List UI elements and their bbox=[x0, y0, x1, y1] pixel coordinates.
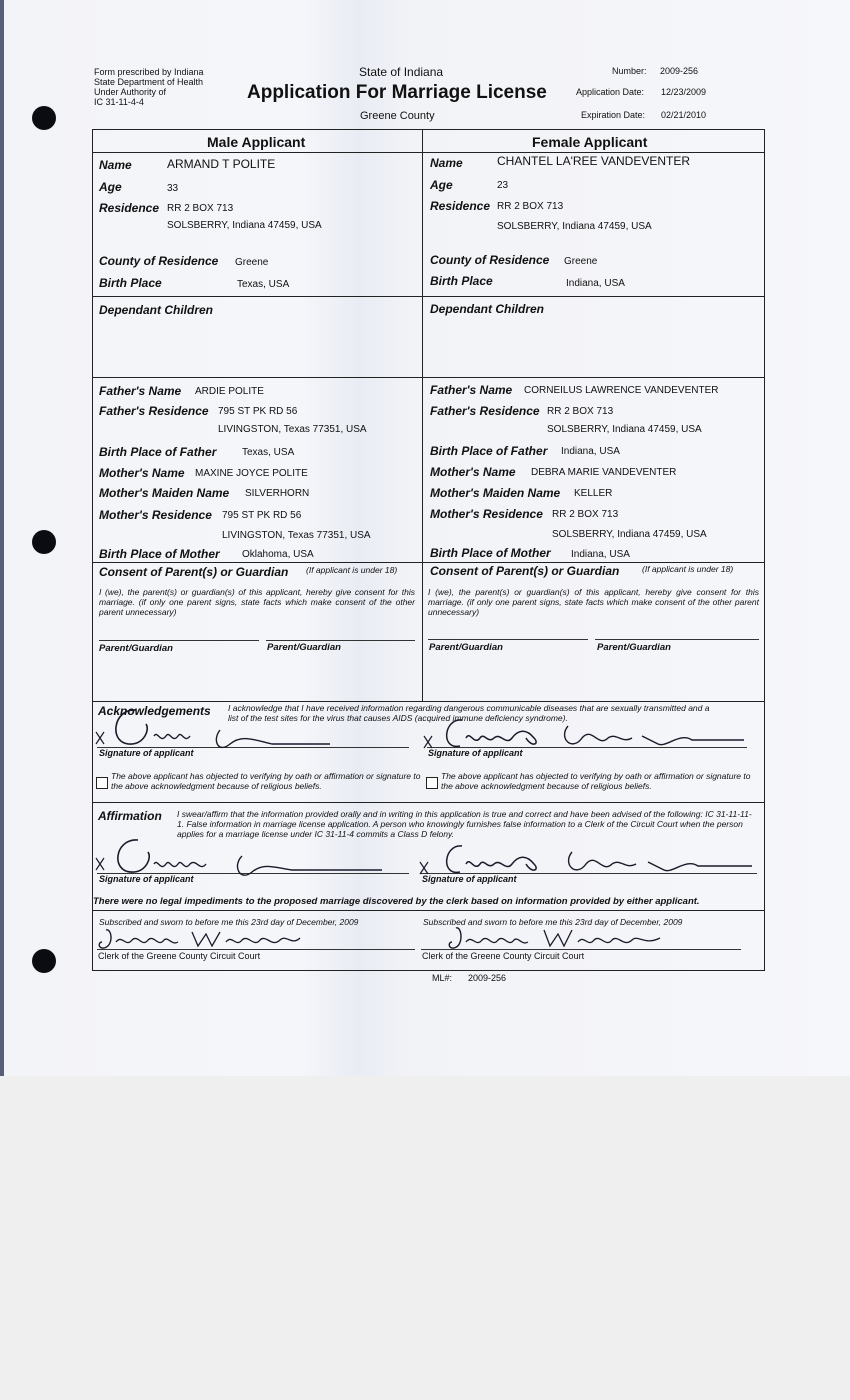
female-residence-1: RR 2 BOX 713 bbox=[497, 201, 564, 212]
male-mother-name-label: Mother's Name bbox=[99, 466, 185, 480]
ack-male-signature-label: Signature of applicant bbox=[99, 748, 194, 758]
female-parent-guardian-1: Parent/Guardian bbox=[429, 642, 503, 653]
affirmation-male-signature-label: Signature of applicant bbox=[99, 874, 194, 884]
ml-number-label: ML#: bbox=[432, 973, 453, 983]
acknowledgements-heading: Acknowledgements bbox=[98, 704, 211, 718]
prescribed-by: Form prescribed by Indiana State Department of Health Under Authority of IC 31-11-4-4 bbox=[94, 67, 204, 107]
male-heading: Male Applicant bbox=[207, 134, 306, 150]
female-sworn-text: Subscribed and sworn to before me this 23rd day of December, 2009 bbox=[423, 917, 683, 927]
male-mother-res-label: Mother's Residence bbox=[99, 508, 212, 522]
number-value: 2009-256 bbox=[660, 66, 699, 76]
male-sworn-text: Subscribed and sworn to before me this 23rd day of December, 2009 bbox=[99, 917, 359, 927]
male-mother-maiden-label: Mother's Maiden Name bbox=[99, 486, 230, 500]
male-county-label: County of Residence bbox=[99, 254, 219, 268]
male-consent-text: I (we), the parent(s) or guardian(s) of this applicant, hereby give consent for this marriage. (if only one parent signs, state facts which make consent of the other parent unnecessary) bbox=[99, 587, 415, 617]
male-mother-name: MAXINE JOYCE POLITE bbox=[195, 468, 308, 479]
divider bbox=[92, 296, 765, 297]
divider bbox=[92, 562, 765, 563]
male-age: 33 bbox=[167, 183, 179, 194]
male-clerk-signature bbox=[96, 924, 316, 954]
male-mother-maiden: SILVERHORN bbox=[245, 488, 310, 499]
female-dependant-label: Dependant Children bbox=[430, 302, 545, 316]
affirmation-heading: Affirmation bbox=[98, 809, 162, 823]
female-consent-text: I (we), the parent(s) or guardian(s) of this applicant, hereby give consent for this marriage. (if only one parent signs, state facts which make consent of the other parent unnecessary) bbox=[428, 587, 759, 617]
male-residence-1: RR 2 BOX 713 bbox=[167, 203, 234, 214]
application-date-value: 12/23/2009 bbox=[661, 87, 707, 97]
female-parent-guardian-2: Parent/Guardian bbox=[597, 642, 671, 653]
impediments-statement: There were no legal impediments to the proposed marriage discovered by the clerk based on information provided by either applicant. bbox=[93, 896, 700, 907]
state-name: State of Indiana bbox=[359, 65, 444, 79]
male-father-birth: Texas, USA bbox=[242, 447, 295, 458]
female-ack-signature bbox=[422, 708, 752, 758]
male-mother-birth: Oklahoma, USA bbox=[242, 549, 314, 560]
female-father-res-2: SOLSBERRY, Indiana 47459, USA bbox=[547, 424, 702, 435]
male-age-label: Age bbox=[99, 180, 122, 194]
divider bbox=[92, 802, 765, 803]
acknowledgements-text: I acknowledge that I have received information regarding dangerous communicable diseases that are sexually transmitted and a list of the test sites for the virus that causes AIDS (acquired immune deficiency syndrome). bbox=[228, 703, 710, 723]
female-mother-birth: Indiana, USA bbox=[571, 549, 630, 560]
male-father-birth-label: Birth Place of Father bbox=[99, 445, 217, 459]
female-affirmation-signature bbox=[416, 836, 756, 882]
female-birthplace-label: Birth Place bbox=[430, 274, 493, 288]
male-father-res-1: 795 ST PK RD 56 bbox=[218, 406, 298, 417]
male-clerk-label: Clerk of the Greene County Circuit Court bbox=[98, 951, 261, 961]
female-county-label: County of Residence bbox=[430, 253, 550, 267]
document-title: Application For Marriage License bbox=[247, 82, 547, 103]
female-county: Greene bbox=[564, 256, 598, 267]
divider bbox=[92, 152, 765, 153]
female-residence-2: SOLSBERRY, Indiana 47459, USA bbox=[497, 221, 652, 232]
female-name: CHANTEL LA'REE VANDEVENTER bbox=[497, 154, 691, 168]
signature-line bbox=[99, 640, 259, 641]
male-objection-text: The above applicant has objected to verifying by oath or affirmation or signature to the above acknowledgment because of religious beliefs. bbox=[111, 771, 421, 791]
male-mother-res-1: 795 ST PK RD 56 bbox=[222, 510, 302, 521]
female-father-birth-label: Birth Place of Father bbox=[430, 444, 548, 458]
male-birthplace: Texas, USA bbox=[237, 279, 290, 290]
ml-number-value: 2009-256 bbox=[468, 973, 507, 983]
female-father-name-label: Father's Name bbox=[430, 383, 513, 397]
signature-line bbox=[266, 640, 415, 641]
male-residence-2: SOLSBERRY, Indiana 47459, USA bbox=[167, 220, 322, 231]
male-residence-label: Residence bbox=[99, 201, 160, 215]
divider bbox=[92, 377, 765, 378]
female-clerk-label: Clerk of the Greene County Circuit Court bbox=[422, 951, 585, 961]
male-father-name-label: Father's Name bbox=[99, 384, 182, 398]
female-residence-label: Residence bbox=[430, 199, 491, 213]
male-mother-birth-label: Birth Place of Mother bbox=[99, 547, 220, 561]
female-consent-heading: Consent of Parent(s) or Guardian bbox=[430, 564, 620, 578]
female-mother-name: DEBRA MARIE VANDEVENTER bbox=[531, 467, 677, 478]
male-affirmation-signature bbox=[92, 832, 392, 882]
male-father-name: ARDIE POLITE bbox=[195, 386, 264, 397]
affirmation-text: I swear/affirm that the information provided orally and in writing in this application is true and correct and have been advised of the following: IC 31-11-11-1. False information in marriage license application. A person who knowingly furnishes false information to a Clerk of the Circuit Court when the person applies for a marriage license under IC 31-11-4 commits a Class D felony. bbox=[177, 809, 752, 839]
female-consent-qualifier: (If applicant is under 18) bbox=[642, 564, 734, 574]
county-name: Greene County bbox=[360, 110, 435, 122]
female-age-label: Age bbox=[430, 178, 453, 192]
signature-line bbox=[595, 639, 759, 640]
female-father-birth: Indiana, USA bbox=[561, 446, 620, 457]
expiration-date-label: Expiration Date: bbox=[581, 110, 646, 120]
male-name-label: Name bbox=[99, 158, 132, 172]
application-date-label: Application Date: bbox=[576, 87, 645, 97]
column-divider bbox=[422, 129, 423, 701]
number-label: Number: bbox=[612, 66, 647, 76]
female-mother-birth-label: Birth Place of Mother bbox=[430, 546, 551, 560]
signature-line bbox=[428, 639, 588, 640]
male-father-res-2: LIVINGSTON, Texas 77351, USA bbox=[218, 424, 367, 435]
female-mother-res-label: Mother's Residence bbox=[430, 507, 543, 521]
female-father-res-label: Father's Residence bbox=[430, 404, 540, 418]
female-name-label: Name bbox=[430, 156, 463, 170]
male-consent-qualifier: (If applicant is under 18) bbox=[306, 565, 398, 575]
divider bbox=[92, 910, 765, 911]
female-father-name: CORNEILUS LAWRENCE VANDEVENTER bbox=[524, 385, 719, 396]
male-father-res-label: Father's Residence bbox=[99, 404, 209, 418]
male-birthplace-label: Birth Place bbox=[99, 276, 162, 290]
female-age: 23 bbox=[497, 180, 509, 191]
male-consent-heading: Consent of Parent(s) or Guardian bbox=[99, 565, 289, 579]
punch-hole bbox=[32, 106, 56, 130]
female-mother-res-1: RR 2 BOX 713 bbox=[552, 509, 619, 520]
punch-hole bbox=[32, 530, 56, 554]
male-name: ARMAND T POLITE bbox=[167, 157, 276, 171]
male-objection-checkbox[interactable] bbox=[96, 777, 108, 789]
female-objection-text: The above applicant has objected to verifying by oath or affirmation or signature to the above acknowledgment because of religious beliefs. bbox=[441, 771, 751, 791]
expiration-date-value: 02/21/2010 bbox=[661, 110, 707, 120]
female-mother-res-2: SOLSBERRY, Indiana 47459, USA bbox=[552, 529, 707, 540]
ack-female-signature-label: Signature of applicant bbox=[428, 748, 523, 758]
female-mother-maiden-label: Mother's Maiden Name bbox=[430, 486, 561, 500]
female-clerk-signature bbox=[444, 924, 674, 954]
female-objection-checkbox[interactable] bbox=[426, 777, 438, 789]
male-dependant-label: Dependant Children bbox=[99, 303, 214, 317]
female-father-res-1: RR 2 BOX 713 bbox=[547, 406, 614, 417]
male-county: Greene bbox=[235, 257, 269, 268]
male-parent-guardian-1: Parent/Guardian bbox=[99, 643, 173, 654]
female-heading: Female Applicant bbox=[532, 134, 648, 150]
female-birthplace: Indiana, USA bbox=[566, 278, 625, 289]
female-mother-name-label: Mother's Name bbox=[430, 465, 516, 479]
affirmation-female-signature-label: Signature of applicant bbox=[422, 874, 517, 884]
punch-hole bbox=[32, 949, 56, 973]
male-mother-res-2: LIVINGSTON, Texas 77351, USA bbox=[222, 530, 371, 541]
male-ack-signature bbox=[92, 700, 342, 760]
female-mother-maiden: KELLER bbox=[574, 488, 613, 499]
male-parent-guardian-2: Parent/Guardian bbox=[267, 642, 341, 653]
